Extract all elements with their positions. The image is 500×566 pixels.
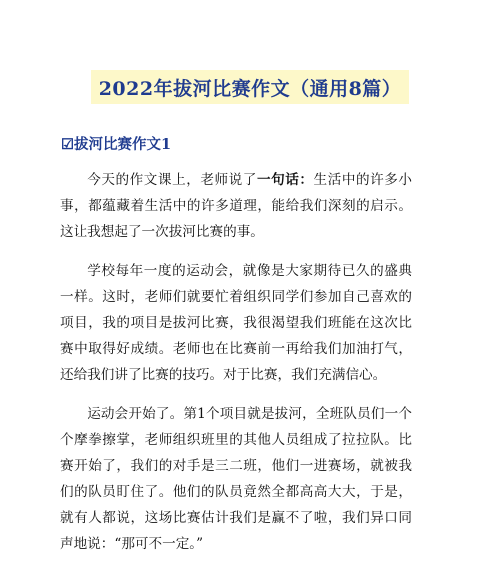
title-container — [0, 70, 500, 104]
paragraph-1-text-start: 今天的作文课上，老师说了 — [87, 172, 257, 188]
paragraph-3: 运动会开始了。第1个项目就是拔河，全班队员们一个个摩拳擦掌，老师组织班里的其他人员组成了拉拉队。比赛开始了，我们的对手是三二班，他们一进赛场，就被我们的队员盯住了。他们的队员竟然全都高高大大，于是，就有人都说，这场比赛估计我们是赢不了啦，我们异口同声地说：“那可不一定。” — [60, 406, 412, 552]
paragraph-1-text-end: 生活中的许多小事，都蕴藏着生活中的许多道理，能给我们深刻的启示。这让我想起了一次拔河比赛的事。 — [60, 172, 413, 240]
paragraph-1-emphasis: 一句话： — [256, 172, 314, 188]
paragraph-2: 学校每年一度的运动会，就像是大家期待已久的盛典一样。这时，老师们就要忙着组织同学们参加自己喜欢的项目，我的项目是拔河比赛，我很渴望我们班能在这次比赛中取得好成绩。老师也在比赛前一再给我们加油打气，还给我们讲了比赛的技巧。对于比赛，我们充满信心。 — [60, 263, 412, 383]
document-title: 2022年拔河比赛作文（通用8篇） — [91, 70, 410, 104]
paragraph-1 — [60, 167, 412, 245]
section-heading: ☑拔河比赛作文1 — [61, 136, 172, 153]
